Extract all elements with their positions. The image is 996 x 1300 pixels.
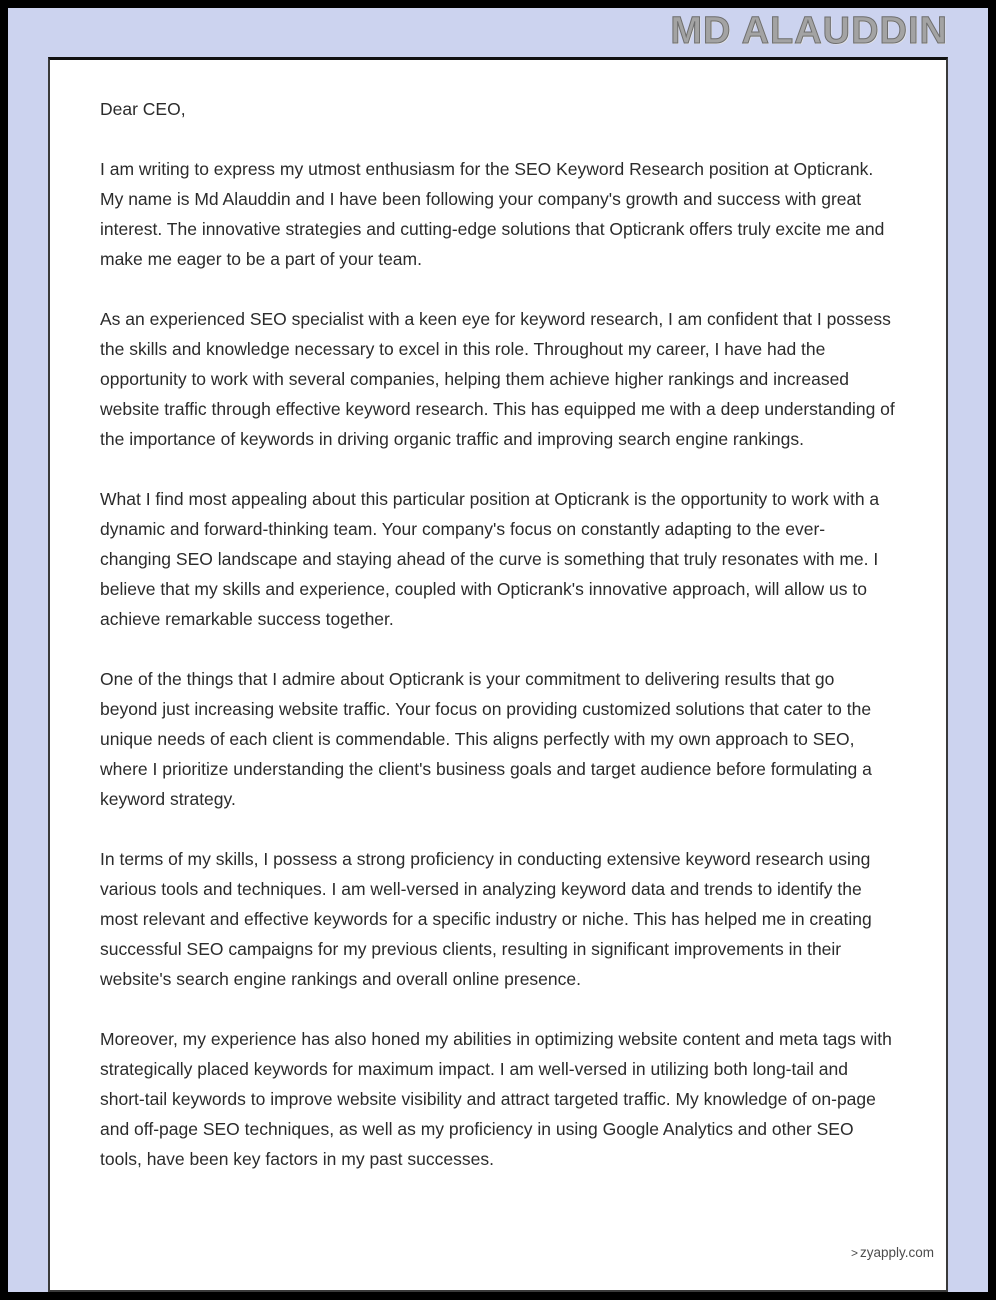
letter-paper	[48, 57, 948, 1292]
watermark-text: zyapply.com	[859, 1245, 934, 1260]
letter-paragraph: Moreover, my experience has also honed my abilities in optimizing website content and meta tags with strategically placed keywords for maximum impact. I am well-versed in utilizing both long-tail and short-tail keywords to improve website visibility and attract targeted traffic. My knowledge of on-page and off-page SEO techniques, as well as my proficiency in using Google Analytics and other SEO tools, have been key factors in my past successes.	[100, 1029, 892, 1169]
chevron-right-icon: >	[850, 1245, 858, 1260]
letter-paragraph: I am writing to express my utmost enthusiasm for the SEO Keyword Research position at Opticrank. My name is Md Alauddin and I have been following your company's growth and success with great interest. The innovative strategies and cutting-edge solutions that Opticrank offers truly excite me and make me eager to be a part of your team.	[100, 159, 885, 269]
letter-paragraph: As an experienced SEO specialist with a keen eye for keyword research, I am confident that I possess the skills and knowledge necessary to excel in this role. Throughout my career, I have had the opportunity to work with several companies, helping them achieve higher rankings and increased website traffic through effective keyword research. This has equipped me with a deep understanding of the importance of keywords in driving organic traffic and improving search engine rankings.	[100, 309, 895, 449]
letter-content	[50, 60, 946, 1214]
letter-salutation: Dear CEO,	[100, 99, 186, 119]
watermark	[851, 1245, 934, 1260]
letter-paragraph: What I find most appealing about this particular position at Opticrank is the opportunity to work with a dynamic and forward-thinking team. Your company's focus on constantly adapting to the ever-changing SEO landscape and staying ahead of the curve is something that truly resonates with me. I believe that my skills and experience, coupled with Opticrank's innovative approach, will allow us to achieve remarkable success together.	[100, 489, 880, 629]
page-background	[8, 8, 988, 1292]
letter-body	[100, 154, 896, 1174]
letter-paragraph: In terms of my skills, I possess a strong proficiency in conducting extensive keyword research using various tools and techniques. I am well-versed in analyzing keyword data and trends to identify the most relevant and effective keywords for a specific industry or niche. This has helped me in creating successful SEO campaigns for my previous clients, resulting in significant improvements in their website's search engine rankings and overall online presence.	[100, 849, 872, 989]
applicant-name-header: MD ALAUDDIN	[670, 10, 948, 52]
letter-paragraph: One of the things that I admire about Opticrank is your commitment to delivering results that go beyond just increasing website traffic. Your focus on providing customized solutions that cater to the unique needs of each client is commendable. This aligns perfectly with my own approach to SEO, where I prioritize understanding the client's business goals and target audience before formulating a keyword strategy.	[100, 669, 872, 809]
